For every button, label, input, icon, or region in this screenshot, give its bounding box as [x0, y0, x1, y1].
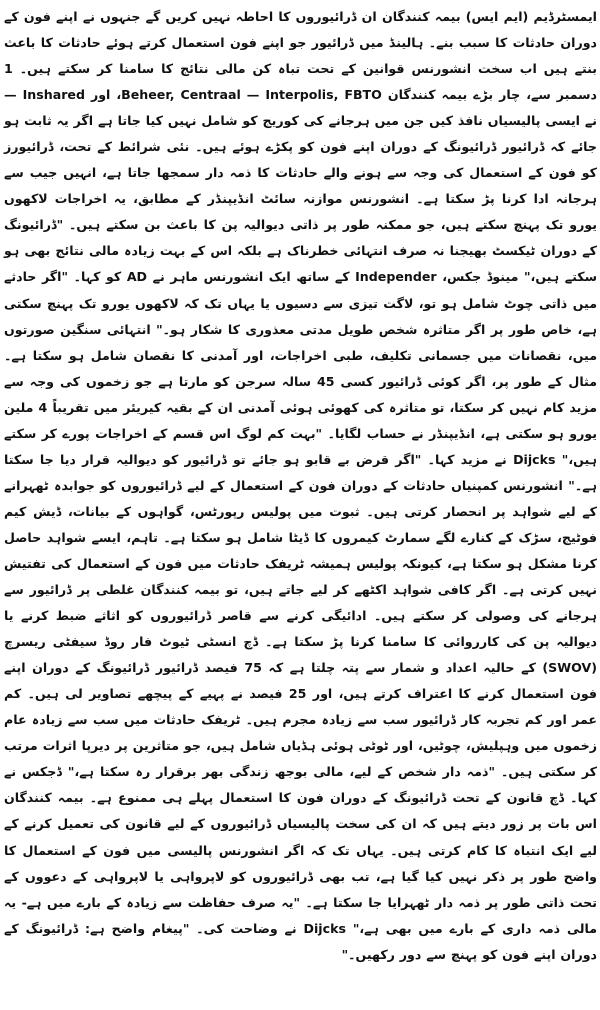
- article-body: ایمسٹرڈیم (ایم ایس) بیمہ کنندگان ان ڈرائیوروں کا احاطہ نہیں کریں گے جنہوں نے اپنے فون کے دوران حادثات کا سبب بنے۔ ہالینڈ میں ڈرائیور جو اپنے فون استعمال کرتے ہوئے حادثات کا باعث بنتے ہیں اب سخت انشورنس قوانین کے تحت تباہ کن مالی نتائج کا سامنا کر سکتے ہیں۔ 1 دسمبر سے، چار بڑے بیمہ کنندگان Beheer, Centraal — Interpolis, FBTO، اور Inshared — نے ایسی پالیسیاں نافذ کیں جن میں ہرجانے کی کوریج کو شامل نہیں کیا جاتا ہے اگر یہ ثابت ہو جائے کہ ڈرائیور ڈرائیونگ کے دوران اپنے فون کو پکڑے ہوئے ہیں۔ نئی شرائط کے تحت، ڈرائیورز کو فون کے استعمال کی وجہ سے ہونے والے حادثات کا ذمہ دار سمجھا جاتا ہے، انہیں جیب سے ہرجانہ ادا کرنا پڑ سکتا ہے۔ انشورنس موازنہ سائٹ انڈیپنڈر کے مطابق، یہ اخراجات لاکھوں یورو تک پہنچ سکتے ہیں، جو ممکنہ طور پر ذاتی دیوالیہ پن کا باعث بن سکتے ہیں۔ "ڈرائیونگ کے دوران ٹیکسٹ بھیجنا نہ صرف انتہائی خطرناک ہے بلکہ اس کے بہت زیادہ مالی نتائج بھی ہو سکتے ہیں،" مینوڈ جکس، Independer کے ساتھ ایک انشورنس ماہر نے AD کو کہا۔ "اگر حادثے میں ذاتی چوٹ شامل ہو تو، لاگت تیزی سے دسیوں یا یہاں تک کہ لاکھوں یورو تک پہنچ سکتی ہے، خاص طور پر اگر متاثرہ شخص طویل مدتی معذوری کا شکار ہو۔" انتہائی سنگین صورتوں میں، نقصانات میں جسمانی تکلیف، طبی اخراجات، اور آمدنی کا نقصان شامل ہو سکتا ہے۔ مثال کے طور پر، اگر کوئی ڈرائیور کسی 45 سالہ سرجن کو مارتا ہے جو زخموں کی وجہ سے مزید کام نہیں کر سکتا، تو متاثرہ کی کھوئی ہوئی آمدنی ان کے بقیہ کیریئر میں تقریباً 4 ملین یورو ہو سکتی ہے، انڈیپنڈر نے حساب لگایا۔ "بہت کم لوگ اس قسم کے اخراجات پورے کر سکتے ہیں،" Dijcks نے مزید کہا۔ "اگر قرض بے قابو ہو جائے تو ڈرائیور کو دیوالیہ قرار دیا جا سکتا ہے۔" انشورنس کمپنیاں حادثات کے دوران فون کے استعمال کے لیے ڈرائیوروں کو جوابدہ ٹھہرانے کے لیے شواہد پر انحصار کرتی ہیں۔ ثبوت میں پولیس رپورٹس، گواہوں کے بیانات، ڈیش کیم فوٹیج، سڑک کے کنارے لگے سمارٹ کیمروں کا ڈیٹا شامل ہو سکتا ہے۔ تاہم، ایسے شواہد حاصل کرنا مشکل ہو سکتا ہے، کیونکہ پولیس ہمیشہ ٹریفک حادثات میں فون کے استعمال کی تفتیش نہیں کرتی ہے۔ اگر کافی شواہد اکٹھے کر لیے جاتے ہیں، تو بیمہ کنندگان غلطی پر ڈرائیور سے ہرجانے کی وصولی کر سکتے ہیں۔ ادائیگی کرنے سے قاصر ڈرائیوروں کو اثاثے ضبط کرنے یا دیوالیہ پن کی کارروائی کا سامنا کرنا پڑ سکتا ہے۔ ڈچ انسٹی ٹیوٹ فار روڈ سیفٹی ریسرچ (SWOV) کے حالیہ اعداد و شمار سے پتہ چلتا ہے کہ 75 فیصد ڈرائیور ڈرائیونگ کے دوران اپنے فون استعمال کرنے کا اعتراف کرتے ہیں، اور 25 فیصد نے پہیے کے پیچھے تصاویر لی ہیں۔ کم عمر اور کم تجربہ کار ڈرائیور سب سے زیادہ مجرم ہیں۔ ٹریفک حادثات میں سب سے زیادہ عام زخموں میں وہپلیش، چوٹیں، اور ٹوٹی ہوئی ہڈیاں شامل ہیں، جو متاثرین پر دیرپا اثرات مرتب کر سکتی ہیں۔ "ذمہ دار شخص کے لیے، مالی بوجھ زندگی بھر برقرار رہ سکتا ہے،" ڈجکس نے کہا۔ ڈچ قانون کے تحت ڈرائیونگ کے دوران فون کا استعمال پہلے ہی ممنوع ہے۔ بیمہ کنندگان اس بات پر زور دیتے ہیں کہ ان کی سخت پالیسیاں ڈرائیوروں کے لیے قانون کی تعمیل کرنے کے لیے ایک انتباہ کا کام کرتی ہیں۔ یہاں تک کہ اگر انشورنس پالیسی میں فون کے استعمال کا واضح طور پر ذکر نہیں کیا گیا ہے، تب بھی ڈرائیوروں کو لاپرواہی یا لاپرواہی کے دعووں کے تحت ذاتی طور پر ذمہ دار ٹھہرایا جا سکتا ہے۔ "یہ صرف حفاظت سے زیادہ کے بارے میں ہے- یہ مالی ذمہ داری کے بارے میں بھی ہے،" Dijcks نے وضاحت کی۔ "پیغام واضح ہے: ڈرائیونگ کے دوران اپنے فون کو پہنچ سے دور رکھیں۔": [4, 9, 598, 962]
